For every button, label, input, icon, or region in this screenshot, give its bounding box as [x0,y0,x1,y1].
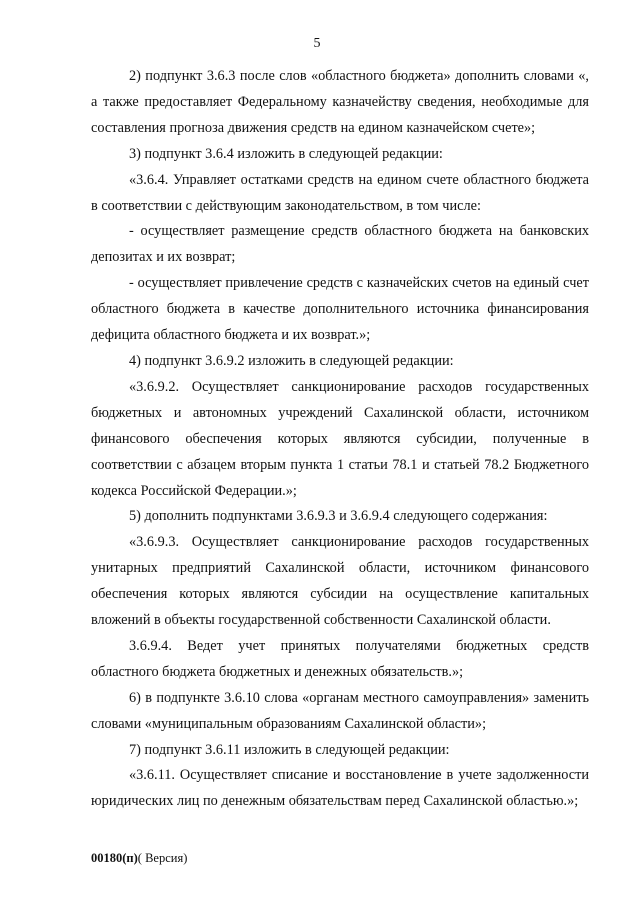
paragraph-3-6-11-text: «3.6.11. Осуществляет списание и восстановление в учете задолженности юридических лиц по денежным обязательствам перед Сахалинской областью.»; [91,767,589,810]
paragraph-3-6-9-4-text: 3.6.9.4. Ведет учет принятых получателями бюджетных средств областного бюджета бюджетных и денежных обязательств.»; [91,637,589,680]
paragraph-3-6-4-item-attraction: - осуществляет привлечение средств с казначейских счетов на единый счет областного бюджета в качестве дополнительного источника финансирования дефицита областного бюджета и их возврат.»; [91,275,589,344]
paragraph-3-6-9-3-text: «3.6.9.3. Осуществляет санкционирование расходов государственных унитарных предприятий Сахалинской области, источником финансового обеспечения которых являются субсидии на осуществление капитальных вложений в объекты государственной собственности Сахалинской области. [91,534,589,629]
document-version: ( Версия) [137,851,188,865]
paragraph-amend-3-6-3: 2) подпункт 3.6.3 после слов «областного бюджета» дополнить словами «, а также предоставляет Федеральному казначейству сведения, необходимые для составления прогноза движения средств на едином казначейском счете»; [91,68,589,136]
paragraph-amend-3-6-10: 6) в подпункте 3.6.10 слова «органам местного самоуправления» заменить словами «муниципальным образованиям Сахалинской области»; [91,689,589,732]
paragraph-3-6-9-2-text: «3.6.9.2. Осуществляет санкционирование расходов государственных бюджетных и автономных учреждений Сахалинской области, источником финансового обеспечения которых являются субсидии, полученные в соответствии с абзацем вторым пункта 1 статьи 78.1 и статьей 78.2 Бюджетного кодекса Российской Федерации.»; [91,378,589,499]
paragraph-amend-3-6-4-intro: 3) подпункт 3.6.4 изложить в следующей редакции: [129,145,443,162]
paragraph-add-3-6-9-3-intro: 5) дополнить подпунктами 3.6.9.3 и 3.6.9.4 следующего содержания: [129,508,548,525]
paragraph-3-6-4-text: «3.6.4. Управляет остатками средств на едином счете областного бюджета в соответствии с действующим законодательством, в том числе: [91,171,589,214]
paragraph-amend-3-6-11-intro: 7) подпункт 3.6.11 изложить в следующей редакции: [129,741,450,758]
document-body [91,64,589,815]
document-code: 00180(п) [91,851,138,865]
paragraph-3-6-4-item-deposits: - осуществляет размещение средств областного бюджета на банковских депозитах и их возврат; [91,223,589,266]
paragraph-amend-3-6-9-2-intro: 4) подпункт 3.6.9.2 изложить в следующей редакции: [129,352,454,369]
footer-document-code [91,851,187,866]
page-number: 5 [313,36,321,51]
